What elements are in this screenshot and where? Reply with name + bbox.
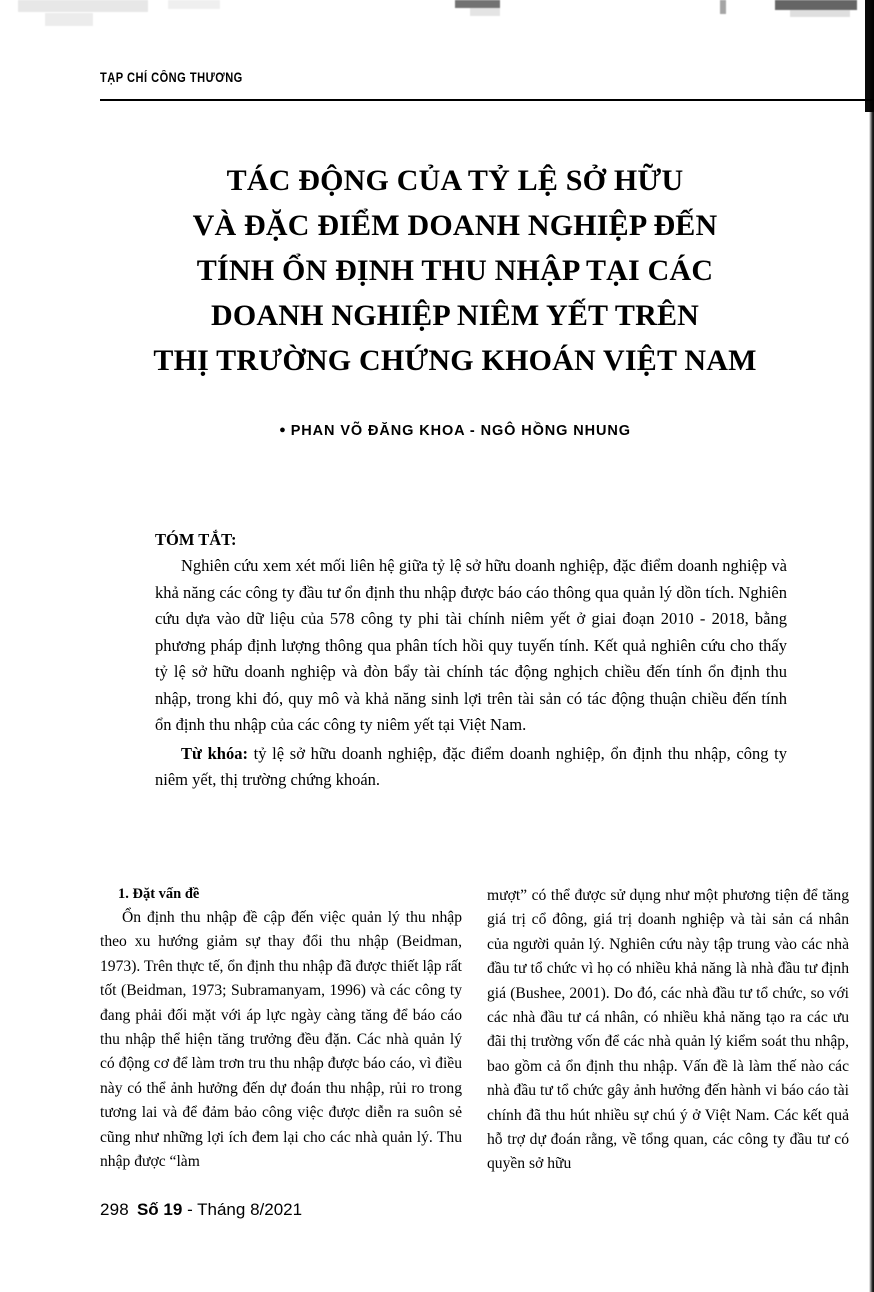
author-names: PHAN VÕ ĐĂNG KHOA - NGÔ HỒNG NHUNG — [290, 423, 631, 439]
title-line-4: DOANH NGHIỆP NIÊM YẾT TRÊN — [210, 299, 700, 333]
scan-artifact — [775, 0, 857, 10]
journal-masthead: TẠP CHÍ CÔNG THƯƠNG — [100, 70, 243, 85]
scan-artifact — [168, 0, 220, 9]
keywords-label: Từ khóa: — [181, 743, 248, 763]
page-footer — [100, 1200, 302, 1220]
abstract-text: Nghiên cứu xem xét mối liên hệ giữa tỷ lệ sở hữu doanh nghiệp, đặc điểm doanh nghiệp và khả năng các công ty đầu tư ổn định thu nhập được báo cáo thông qua quản lý dồn tích. Nghiên cứu dựa vào dữ liệu của 578 công ty phi tài chính niêm yết ở giai đoạn 2010 - 2018, bằng phương pháp định lượng thông qua phân tích hồi quy tuyến tính. Kết quả nghiên cứu cho thấy tỷ lệ sở hữu doanh nghiệp và đòn bẩy tài chính tác động nghịch chiều đến tính ổn định thu nhập, trong khi đó, quy mô và khả năng sinh lợi trên tài sản có tác động thuận chiều đến tính ổn định thu nhập của các công ty niêm yết tại Việt Nam. — [155, 556, 787, 734]
keywords-text: tỷ lệ sở hữu doanh nghiệp, đặc điểm doanh nghiệp, ổn định thu nhập, công ty niêm yết, thị trường chứng khoán. — [155, 743, 787, 789]
page-number: 298 — [100, 1200, 129, 1219]
abstract-section — [155, 528, 787, 794]
scan-artifact — [18, 0, 148, 12]
scan-edge-corner — [865, 0, 874, 112]
scan-edge-right — [869, 0, 874, 1292]
article-title — [60, 158, 850, 383]
issue-date: - Tháng 8/2021 — [187, 1200, 303, 1219]
body-columns — [100, 884, 849, 1184]
scan-artifact — [455, 0, 500, 8]
title-line-2: VÀ ĐẶC ĐIỂM DOANH NGHIỆP ĐẾN — [192, 209, 718, 243]
bullet-icon: ● — [279, 424, 286, 436]
scan-artifact — [790, 10, 850, 17]
body-paragraph-right: mượt” có thể được sử dụng như một phương tiện để tăng giá trị cổ đông, giá trị doanh nghiệp và tài sản cá nhân của người quản lý. Nghiên cứu này tập trung vào các nhà đầu tư tổ chức vì họ có nhiều khả năng là nhà đầu tư định giá (Bushee, 2001). Do đó, các nhà đầu tư tổ chức, so với các nhà đầu tư cá nhân, có nhiều khả năng tạo ra các ưu đãi thị trường vốn để các nhà quản lý kiểm soát thu nhập, bao gồm cả ổn định thu nhập. Vấn đề là làm thế nào các nhà đầu tư tổ chức gây ảnh hưởng đến hành vi báo cáo tài chính đã thu hút nhiều sự chú ý ở Việt Nam. Các kết quả hỗ trợ dự đoán rằng, về tổng quan, các công ty đầu tư có quyền sở hữu — [487, 887, 849, 1173]
scan-artifact-band — [0, 0, 874, 30]
issue-number: Số 19 — [136, 1200, 183, 1219]
keywords-line — [155, 741, 787, 794]
body-column-left — [100, 884, 462, 1174]
section-heading-1: 1. Đặt vấn đề — [118, 886, 200, 902]
abstract-heading: TÓM TẮT: — [155, 530, 237, 549]
title-line-1: TÁC ĐỘNG CỦA TỶ LỆ SỞ HỮU — [226, 164, 684, 198]
scan-artifact — [720, 0, 726, 14]
title-line-5: THỊ TRƯỜNG CHỨNG KHOÁN VIỆT NAM — [153, 344, 757, 378]
author-byline — [60, 423, 850, 439]
masthead-rule — [100, 99, 874, 101]
scan-artifact — [45, 13, 93, 26]
body-paragraph-left: Ổn định thu nhập đề cập đến việc quản lý thu nhập theo xu hướng giảm sự thay đổi thu nhập (Beidman, 1973). Trên thực tế, ổn định thu nhập đã được thiết lập rất tốt (Beidman, 1973; Subramanyam, 1996) và các công ty đang phải đối mặt với áp lực ngày càng tăng để báo cáo thu nhập thể hiện tăng trưởng đều đặn. Các nhà quản lý có động cơ để làm trơn tru thu nhập được báo cáo, vì điều này có thể ảnh hưởng đến dự đoán thu nhập, rủi ro trong tương lai và để đảm bảo công việc được diễn ra suôn sẻ cũng như những lợi ích đem lại cho các nhà quản lý. Thu nhập được “làm — [100, 909, 462, 1171]
title-line-3: TÍNH ỔN ĐỊNH THU NHẬP TẠI CÁC — [196, 254, 714, 288]
scan-artifact — [470, 8, 500, 16]
body-column-right — [487, 884, 849, 1177]
